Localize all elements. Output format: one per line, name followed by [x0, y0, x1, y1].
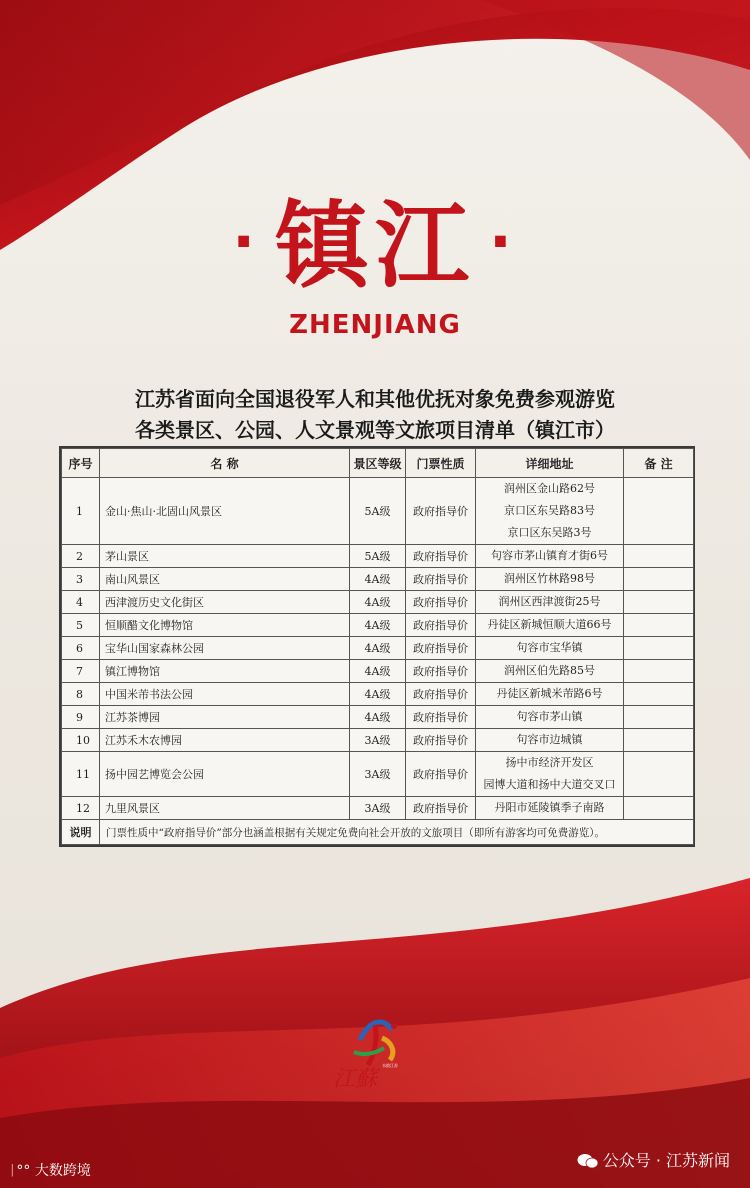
header-index: 序号 [62, 449, 100, 478]
table-row [62, 545, 694, 568]
row-index: 8 [62, 683, 100, 706]
row-level: 3A级 [350, 729, 406, 752]
row-index: 12 [62, 797, 100, 820]
watermark-logo-icon: ᛁ°° [8, 1163, 31, 1179]
header-ticket: 门票性质 [406, 449, 476, 478]
row-name: 江苏茶博园 [100, 706, 350, 729]
row-index: 5 [62, 614, 100, 637]
row-name: 金山·焦山·北固山风景区 [100, 478, 350, 545]
address-line: 句容市茅山镇 [516, 710, 583, 723]
city-name-en: ZHENJIANG [289, 310, 461, 340]
address-line: 丹徒区新城恒顺大道66号 [487, 618, 612, 631]
address-line: 润州区竹林路98号 [504, 572, 595, 585]
row-ticket: 政府指导价 [406, 752, 476, 797]
row-index: 3 [62, 568, 100, 591]
row-ticket: 政府指导价 [406, 683, 476, 706]
table-note-row [62, 820, 694, 845]
row-ticket: 政府指导价 [406, 797, 476, 820]
row-name: 扬中园艺博览会公园 [100, 752, 350, 797]
row-level: 4A级 [350, 706, 406, 729]
row-level: 3A级 [350, 797, 406, 820]
row-address [476, 478, 624, 545]
table-header-row [62, 449, 694, 478]
watermark-right-text: 公众号 · 江苏新闻 [602, 1151, 730, 1170]
watermark-left [8, 1160, 91, 1180]
row-address [476, 683, 624, 706]
row-name: 恒顺醋文化博物馆 [100, 614, 350, 637]
table-row [62, 478, 694, 545]
row-note [624, 478, 694, 545]
row-name: 镇江博物馆 [100, 660, 350, 683]
row-note [624, 568, 694, 591]
row-level: 4A级 [350, 660, 406, 683]
row-name: 宝华山国家森林公园 [100, 637, 350, 660]
title-dot-left: · [232, 207, 261, 278]
row-level: 5A级 [350, 545, 406, 568]
header-level: 景区等级 [350, 449, 406, 478]
table-row [62, 683, 694, 706]
city-name-cn: 镇江 [274, 192, 475, 301]
row-ticket: 政府指导价 [406, 478, 476, 545]
row-address [476, 545, 624, 568]
row-level: 5A级 [350, 478, 406, 545]
table-row [62, 729, 694, 752]
title-dot-right: · [489, 207, 518, 278]
header-note: 备 注 [624, 449, 694, 478]
row-address [476, 591, 624, 614]
row-address [476, 568, 624, 591]
row-ticket: 政府指导价 [406, 568, 476, 591]
row-address [476, 660, 624, 683]
row-note [624, 729, 694, 752]
row-index: 9 [62, 706, 100, 729]
row-index: 4 [62, 591, 100, 614]
address-line: 园博大道和扬中大道交叉口 [483, 778, 616, 791]
row-note [624, 706, 694, 729]
header-name: 名 称 [100, 449, 350, 478]
address-line: 润州区伯先路85号 [504, 664, 595, 677]
row-address [476, 637, 624, 660]
row-name: 九里风景区 [100, 797, 350, 820]
table-row [62, 660, 694, 683]
row-ticket: 政府指导价 [406, 729, 476, 752]
heading-line-1: 江苏省面向全国退役军人和其他优抚对象免费参观游览 [135, 387, 615, 411]
row-index: 11 [62, 752, 100, 797]
row-note [624, 545, 694, 568]
watermark-right [577, 1148, 730, 1171]
row-address [476, 614, 624, 637]
row-ticket: 政府指导价 [406, 591, 476, 614]
row-index: 7 [62, 660, 100, 683]
row-address [476, 797, 624, 820]
row-name: 茅山景区 [100, 545, 350, 568]
table-row [62, 752, 694, 797]
row-level: 4A级 [350, 614, 406, 637]
row-note [624, 660, 694, 683]
row-address [476, 729, 624, 752]
watermark-left-text: 大数跨境 [34, 1163, 91, 1179]
row-ticket: 政府指导价 [406, 614, 476, 637]
heading-line-2: 各类景区、公园、人文景观等文旅项目清单（镇江市） [135, 418, 615, 442]
row-ticket: 政府指导价 [406, 706, 476, 729]
address-line: 句容市宝华镇 [516, 641, 583, 654]
row-ticket: 政府指导价 [406, 637, 476, 660]
city-title [0, 170, 750, 305]
address-line: 京口区东吴路3号 [507, 526, 592, 539]
attractions-table-frame [59, 446, 695, 847]
header-address: 详细地址 [476, 449, 624, 478]
row-address [476, 706, 624, 729]
row-name: 中国米芾书法公园 [100, 683, 350, 706]
logo-small-text: 水韵江苏 [382, 1063, 398, 1068]
row-level: 4A级 [350, 637, 406, 660]
row-level: 3A级 [350, 752, 406, 797]
table-row [62, 591, 694, 614]
address-line: 句容市茅山镇育才街6号 [491, 549, 608, 562]
address-line: 句容市边城镇 [516, 733, 583, 746]
row-name: 西津渡历史文化街区 [100, 591, 350, 614]
row-ticket: 政府指导价 [406, 660, 476, 683]
row-level: 4A级 [350, 591, 406, 614]
row-index: 1 [62, 478, 100, 545]
row-ticket: 政府指导价 [406, 545, 476, 568]
row-level: 4A级 [350, 683, 406, 706]
note-text: 门票性质中“政府指导价”部分也涵盖根据有关规定免费向社会开放的文旅项目（即所有游客均可免费游览）。 [100, 820, 694, 845]
row-address [476, 752, 624, 797]
address-line: 丹阳市延陵镇季子南路 [494, 801, 605, 814]
row-index: 2 [62, 545, 100, 568]
attractions-table [61, 448, 694, 845]
row-note [624, 637, 694, 660]
row-name: 南山风景区 [100, 568, 350, 591]
row-note [624, 752, 694, 797]
row-note [624, 591, 694, 614]
table-row [62, 797, 694, 820]
logo-script-text: 江蘇 [333, 1067, 378, 1092]
table-row [62, 568, 694, 591]
address-line: 扬中市经济开发区 [505, 756, 594, 769]
row-note [624, 683, 694, 706]
note-label: 说明 [62, 820, 100, 845]
row-index: 10 [62, 729, 100, 752]
row-note [624, 614, 694, 637]
address-line: 润州区金山路62号 [504, 482, 595, 495]
row-level: 4A级 [350, 568, 406, 591]
row-note [624, 797, 694, 820]
wechat-icon [577, 1153, 599, 1169]
address-line: 京口区东吴路83号 [504, 504, 595, 517]
address-line: 丹徒区新城米芾路6号 [496, 687, 603, 700]
table-row [62, 706, 694, 729]
row-index: 6 [62, 637, 100, 660]
table-row [62, 637, 694, 660]
address-line: 润州区西津渡街25号 [498, 595, 601, 608]
table-row [62, 614, 694, 637]
row-name: 江苏禾木农博园 [100, 729, 350, 752]
